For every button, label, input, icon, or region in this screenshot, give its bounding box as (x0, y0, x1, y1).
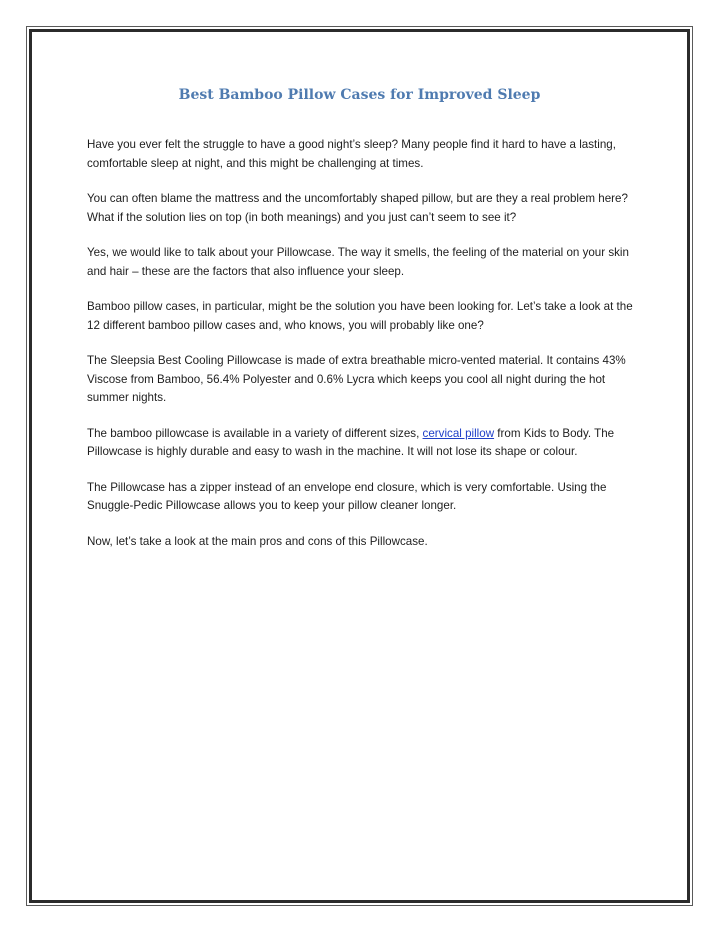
paragraph-5: The Sleepsia Best Cooling Pillowcase is made of extra breathable micro-vented material. It contains 43% Viscose from Bamboo, 56.4% Polyester and 0.6% Lycra which keeps you cool all night during the hot summer nights. (87, 354, 626, 404)
paragraph-6-text-after: from Kids to Body. The Pillowcase is highly durable and easy to wash in the machine. It will not lose its shape or colour. (87, 426, 615, 458)
paragraph-6 (87, 425, 647, 462)
cervical-pillow-link[interactable]: cervical pillow (422, 426, 495, 440)
paragraph-3: Yes, we would like to talk about your Pillowcase. The way it smells, the feeling of the material on your skin and hair – these are the factors that also influence your sleep. (87, 246, 629, 278)
paragraph-8: Now, let’s take a look at the main pros and cons of this Pillowcase. (87, 534, 428, 548)
paragraph-7: The Pillowcase has a zipper instead of an envelope end closure, which is very comfortable. Using the Snuggle-Pedic Pillowcase allows you to keep your pillow cleaner longer. (87, 480, 607, 512)
page-title: Best Bamboo Pillow Cases for Improved Sleep (178, 87, 541, 103)
document-page (29, 29, 690, 903)
paragraph-2: You can often blame the mattress and the uncomfortably shaped pillow, but are they a real problem here? What if the solution lies on top (in both meanings) and you just can’t seem to see it? (87, 192, 628, 224)
paragraph-4: Bamboo pillow cases, in particular, might be the solution you have been looking for. Let’s take a look at the 12 different bamboo pillow cases and, who knows, you will probably like one? (87, 300, 633, 332)
paragraph-1: Have you ever felt the struggle to have a good night’s sleep? Many people find it hard to have a lasting, comfortable sleep at night, and this might be challenging at times. (87, 138, 616, 170)
document-body (87, 136, 647, 568)
paragraph-6-text-before: The bamboo pillowcase is available in a variety of different sizes, (87, 426, 423, 440)
